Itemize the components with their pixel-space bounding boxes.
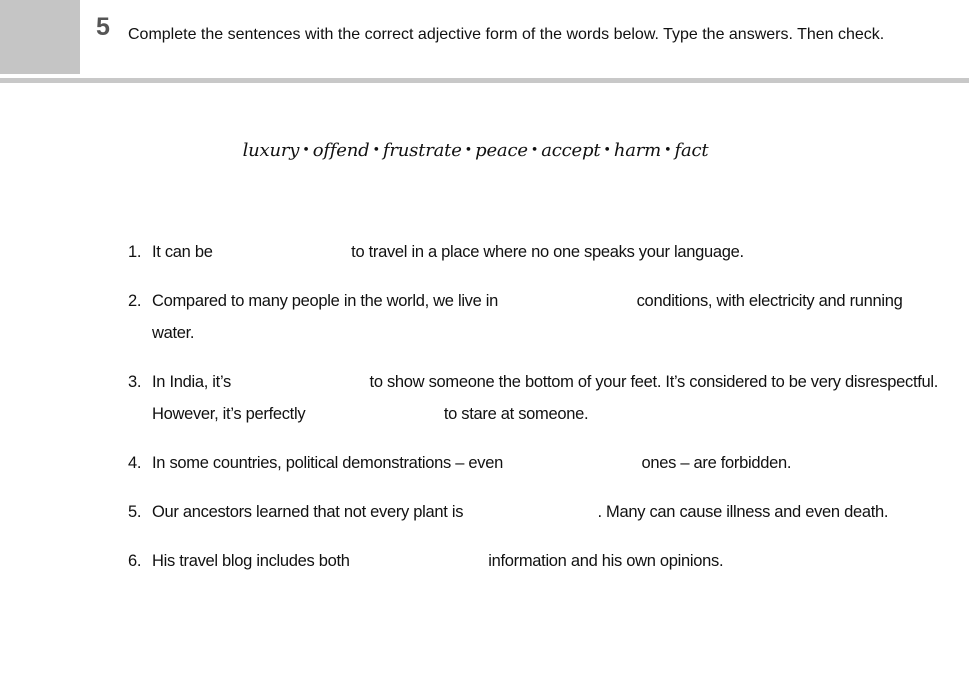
answer-input-3b[interactable]	[310, 409, 440, 429]
sentence-1	[128, 236, 948, 268]
sentence-text: In India, it’s	[152, 373, 236, 391]
sentence-3	[128, 366, 948, 430]
word-bank	[0, 140, 951, 161]
word-bank-separator: •	[664, 143, 672, 158]
word-bank-item: frustrate	[382, 140, 462, 161]
word-bank-item: luxury	[242, 140, 300, 161]
answer-input-1[interactable]	[217, 247, 347, 267]
sentence-4	[128, 447, 948, 479]
word-bank-item: offend	[312, 140, 370, 161]
sentence-number: 1.	[128, 243, 142, 261]
word-bank-item: fact	[674, 140, 709, 161]
sentence-number: 4.	[128, 454, 142, 472]
word-bank-separator: •	[530, 143, 539, 158]
sentence-list	[128, 236, 948, 594]
header-tab-block	[0, 0, 80, 74]
sentence-text: His travel blog includes both	[152, 552, 354, 570]
sentence-text: to travel in a place where no one speaks your language.	[346, 243, 744, 261]
word-bank-separator: •	[372, 143, 380, 158]
sentence-5	[128, 496, 948, 528]
sentence-text: to show someone the bottom of your feet. It’s considered to be very disrespectful. However, it’s perfectly	[152, 373, 939, 423]
sentence-text: In some countries, political demonstrations – even	[152, 454, 508, 472]
sentence-2	[128, 285, 948, 349]
word-bank-separator: •	[464, 143, 473, 158]
sentence-text: to stare at someone.	[439, 405, 589, 423]
sentence-text: . Many can cause illness and even death.	[597, 503, 889, 521]
answer-input-2[interactable]	[502, 296, 632, 316]
sentence-text: Our ancestors learned that not every plant is	[152, 503, 468, 521]
header-divider	[0, 78, 969, 83]
answer-input-3a[interactable]	[235, 377, 365, 397]
sentence-6	[128, 545, 948, 577]
answer-input-4[interactable]	[507, 458, 637, 478]
sentence-number: 6.	[128, 552, 142, 570]
sentence-text: ones – are forbidden.	[637, 454, 792, 472]
sentence-number: 5.	[128, 503, 142, 521]
sentence-number: 2.	[128, 292, 142, 310]
sentence-text: It can be	[152, 243, 217, 261]
word-bank-item: peace	[475, 140, 528, 161]
exercise-instructions: Complete the sentences with the correct adjective form of the words below. Type the answers. Then check.	[128, 26, 885, 43]
word-bank-separator: •	[302, 143, 310, 158]
answer-input-6[interactable]	[354, 556, 484, 576]
sentence-number: 3.	[128, 373, 142, 391]
word-bank-separator: •	[603, 143, 611, 158]
word-bank-item: harm	[613, 140, 662, 161]
sentence-text: Compared to many people in the world, we live in	[152, 292, 503, 310]
sentence-text: conditions, with electricity and running water.	[152, 292, 903, 342]
sentence-text: information and his own opinions.	[483, 552, 724, 570]
exercise-number: 5	[96, 13, 110, 41]
word-bank-item: accept	[541, 140, 601, 161]
exercise-header	[0, 0, 969, 80]
answer-input-5[interactable]	[467, 507, 597, 527]
